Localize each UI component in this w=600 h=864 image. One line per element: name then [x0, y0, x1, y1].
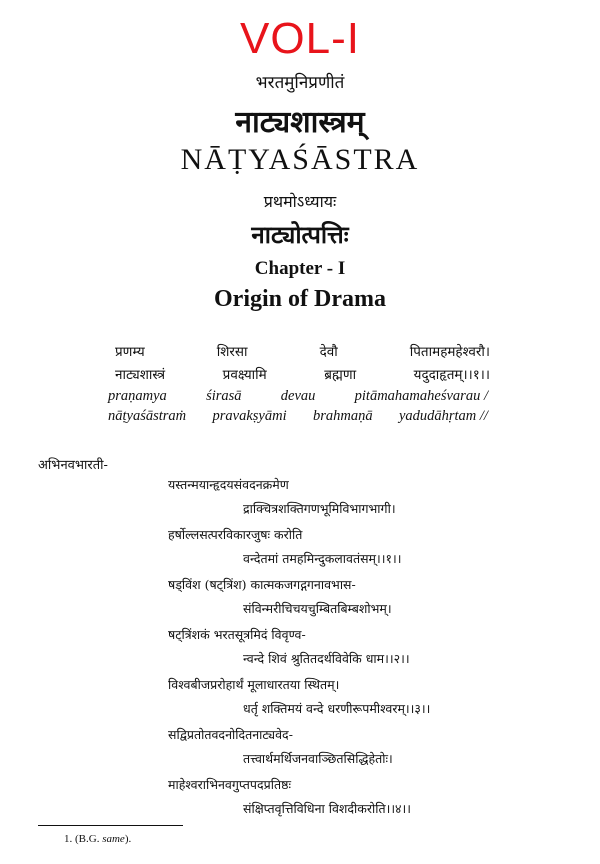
commentary-line: न्वन्दे शिवं श्रुतितदर्थविवेकि धाम।।२।।: [243, 651, 410, 666]
transliteration-line-1: [108, 388, 488, 405]
verse-word: प्रवक्ष्यामि: [222, 367, 267, 383]
footnote-rule: [38, 825, 183, 826]
commentary-line: संक्षिप्तवृत्तिविधिना विशदीकरोति।।४।।: [243, 801, 412, 816]
volume-label: VOL-I: [240, 14, 360, 63]
transliteration-word: yadudāhṛtam //: [398, 408, 488, 424]
footnote: [64, 833, 131, 845]
commentary-label: अभिनवभारती-: [38, 458, 108, 473]
transliteration-word: brahmaṇā: [312, 408, 373, 424]
verse-word: यदुदाहृतम्।।१।।: [413, 367, 490, 383]
transliteration-word: nāṭyaśāstraṁ: [108, 408, 187, 424]
verse-word: शिरसा: [216, 344, 248, 360]
commentary-line: द्राक्चित्रशक्तिगणभूमिविभागभागी।: [243, 501, 396, 516]
footnote-number: 1. (B.G.: [64, 833, 100, 845]
transliteration-word: pitāmahamaheśvarau /: [354, 388, 488, 404]
commentary-line: धर्तृ शक्तिमयं वन्दे धरणीरूपमीश्वरम्।।३।।: [243, 701, 431, 716]
transliteration-word: pravakṣyāmi: [212, 408, 287, 424]
subtitle-english: Origin of Drama: [214, 286, 386, 312]
commentary-line: वन्देतमां तमहमिन्दुकलावतंसम्।।१।।: [243, 551, 402, 566]
verse-word: प्रणम्य: [115, 344, 145, 360]
commentary-line: विश्वबीजप्ररोहार्थं मूलाधारतया स्थितम्।: [168, 677, 340, 692]
title-roman: NĀṬYAŚĀSTRA: [180, 143, 420, 176]
commentary-line: सद्विप्रतोतवदनोदितनाट्यवेद-: [168, 727, 293, 742]
commentary-line: हर्षोल्लसत्परविकारजुषः करोति: [168, 527, 303, 542]
footnote-end: ).: [124, 833, 132, 845]
commentary-line: तत्त्वार्थमर्थिजनवाञ्छितसिद्धिहेतोः।: [243, 751, 393, 766]
title-devanagari: नाट्यशास्त्रम्: [235, 105, 365, 140]
commentary-line: यस्तन्मयान्हृदयसंवदनक्रमेण: [168, 477, 289, 492]
verse-word: नाट्यशास्त्रं: [115, 367, 166, 383]
author-line: भरतमुनिप्रणीतं: [255, 73, 345, 93]
transliteration-word: śirasā: [206, 388, 242, 404]
verse-word: पितामहमहेश्वरौ।: [409, 344, 490, 360]
commentary-line: षट्त्रिंशकं भरतसूत्रमिदं विवृण्व-: [168, 627, 306, 642]
verse-line-1: [115, 342, 490, 360]
commentary-line: संविन्मरीचिचयचुम्बितबिम्बशोभम्।: [243, 601, 392, 616]
footnote-italic: same: [102, 833, 125, 845]
verse-word: ब्रह्मणा: [324, 367, 357, 383]
transliteration-word: devau: [280, 388, 316, 404]
commentary-line: माहेश्वराभिनवगुप्तपदप्रतिष्ठः: [168, 777, 291, 792]
chapter-label: Chapter - I: [254, 258, 346, 279]
verse-line-2: [115, 365, 490, 383]
transliteration-word: praṇamya: [108, 388, 167, 404]
commentary-line: षड्विंश (षट्त्रिंश) कात्मकजगद्गगनावभास-: [168, 577, 356, 592]
chapter-devanagari: प्रथमोऽध्यायः: [263, 192, 337, 211]
subtitle-devanagari: नाट्योत्पत्तिः: [251, 220, 349, 249]
transliteration-line-2: [108, 408, 488, 425]
verse-word: देवौ: [319, 344, 338, 360]
